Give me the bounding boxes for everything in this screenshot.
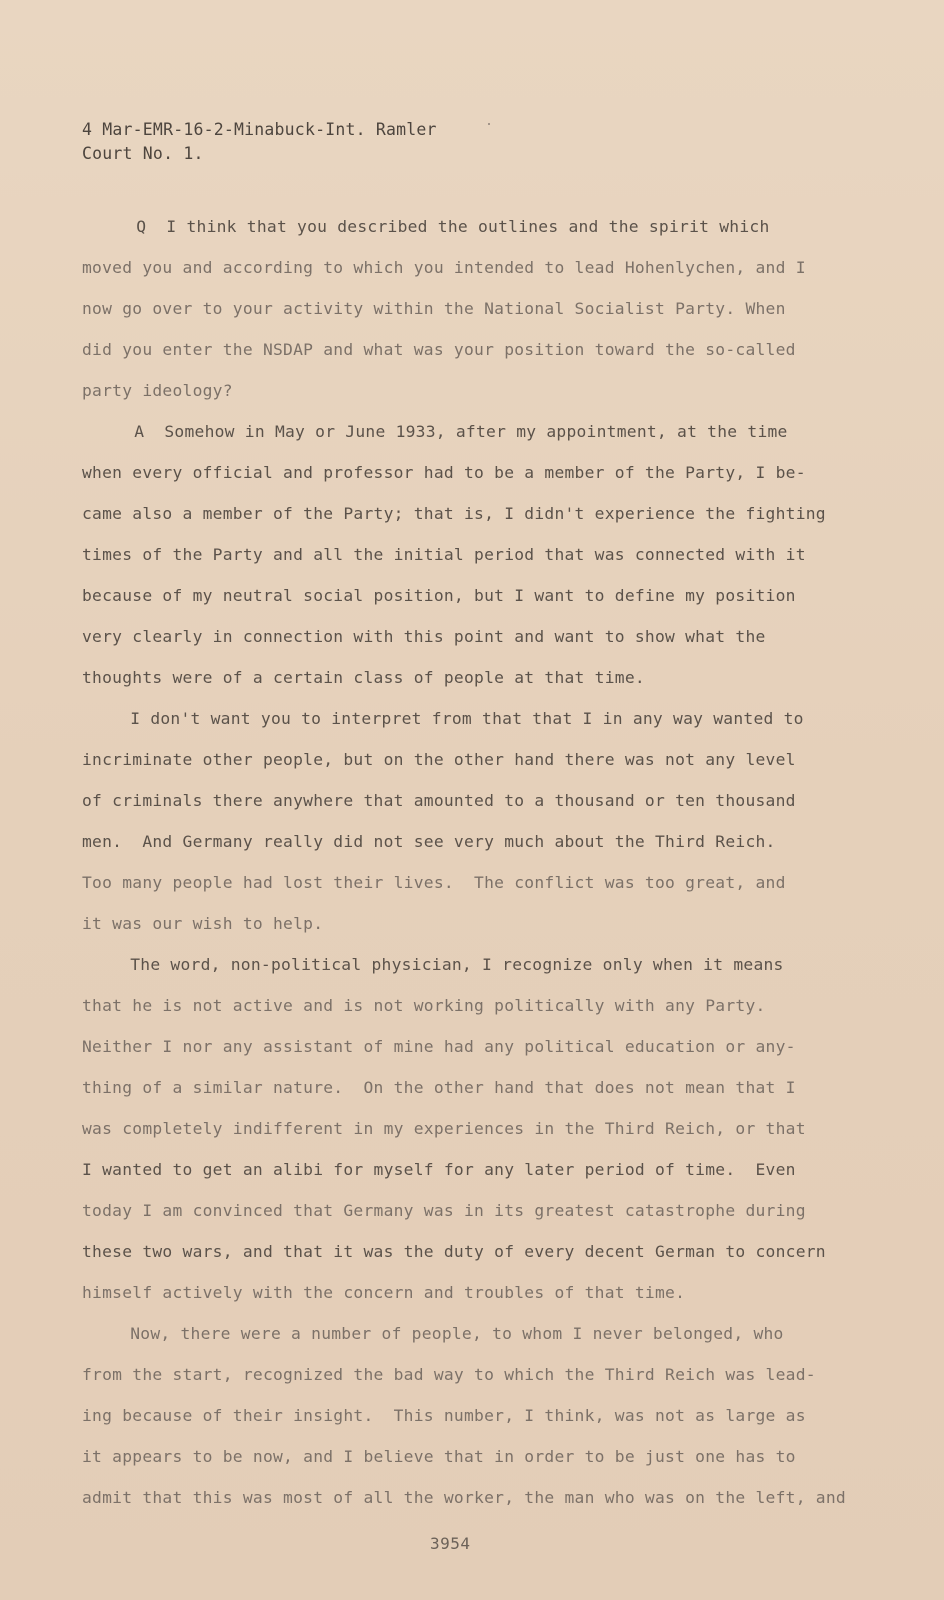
transcript-line: I wanted to get an alibi for myself for any later period of time. Even [82, 1160, 796, 1179]
transcript-line: it appears to be now, and I believe that in order to be just one has to [82, 1447, 796, 1466]
transcript-line: Q I think that you described the outlines and the spirit which [96, 217, 770, 236]
header-reference-line: 4 Mar-EMR-16-2-Minabuck-Int. Ramler [82, 120, 437, 139]
transcript-line: that he is not active and is not working politically with any Party. [82, 996, 766, 1015]
transcript-line: came also a member of the Party; that is, I didn't experience the fighting [82, 504, 826, 523]
transcript-line: these two wars, and that it was the duty of every decent German to concern [82, 1242, 826, 1261]
transcript-line: Neither I nor any assistant of mine had any political education or any- [82, 1037, 796, 1056]
transcript-line: Now, there were a number of people, to whom I never belonged, who [90, 1324, 784, 1343]
transcript-line: incriminate other people, but on the other hand there was not any level [82, 750, 796, 769]
transcript-line: when every official and professor had to be a member of the Party, I be- [82, 463, 806, 482]
transcript-line: The word, non-political physician, I recognize only when it means [90, 955, 784, 974]
transcript-line: party ideology? [82, 381, 233, 400]
transcript-line: I don't want you to interpret from that that I in any way wanted to [90, 709, 804, 728]
transcript-line: very clearly in connection with this point and want to show what the [82, 627, 766, 646]
transcript-line: admit that this was most of all the worker, the man who was on the left, and [82, 1488, 846, 1507]
transcript-line: thing of a similar nature. On the other hand that does not mean that I [82, 1078, 796, 1097]
transcript-line: of criminals there anywhere that amounted to a thousand or ten thousand [82, 791, 796, 810]
transcript-line: thoughts were of a certain class of people at that time. [82, 668, 645, 687]
transcript-line: A Somehow in May or June 1933, after my appointment, at the time [94, 422, 788, 441]
transcript-line: now go over to your activity within the National Socialist Party. When [82, 299, 786, 318]
transcript-line: moved you and according to which you intended to lead Hohenlychen, and I [82, 258, 806, 277]
transcript-line: did you enter the NSDAP and what was your position toward the so-called [82, 340, 796, 359]
transcript-line: times of the Party and all the initial period that was connected with it [82, 545, 806, 564]
header-court-line: Court No. 1. [82, 144, 204, 163]
transcript-line: men. And Germany really did not see very much about the Third Reich. [82, 832, 776, 851]
transcript-line: ing because of their insight. This number, I think, was not as large as [82, 1406, 806, 1425]
page-number: 3954 [430, 1534, 471, 1553]
transcript-line: himself actively with the concern and troubles of that time. [82, 1283, 686, 1302]
transcript-line: today I am convinced that Germany was in its greatest catastrophe during [82, 1201, 806, 1220]
transcript-line: it was our wish to help. [82, 914, 324, 933]
transcript-line: Too many people had lost their lives. The conflict was too great, and [82, 873, 786, 892]
transcript-line: from the start, recognized the bad way to which the Third Reich was lead- [82, 1365, 816, 1384]
transcript-line: because of my neutral social position, but I want to define my position [82, 586, 796, 605]
transcript-line: was completely indifferent in my experiences in the Third Reich, or that [82, 1119, 806, 1138]
